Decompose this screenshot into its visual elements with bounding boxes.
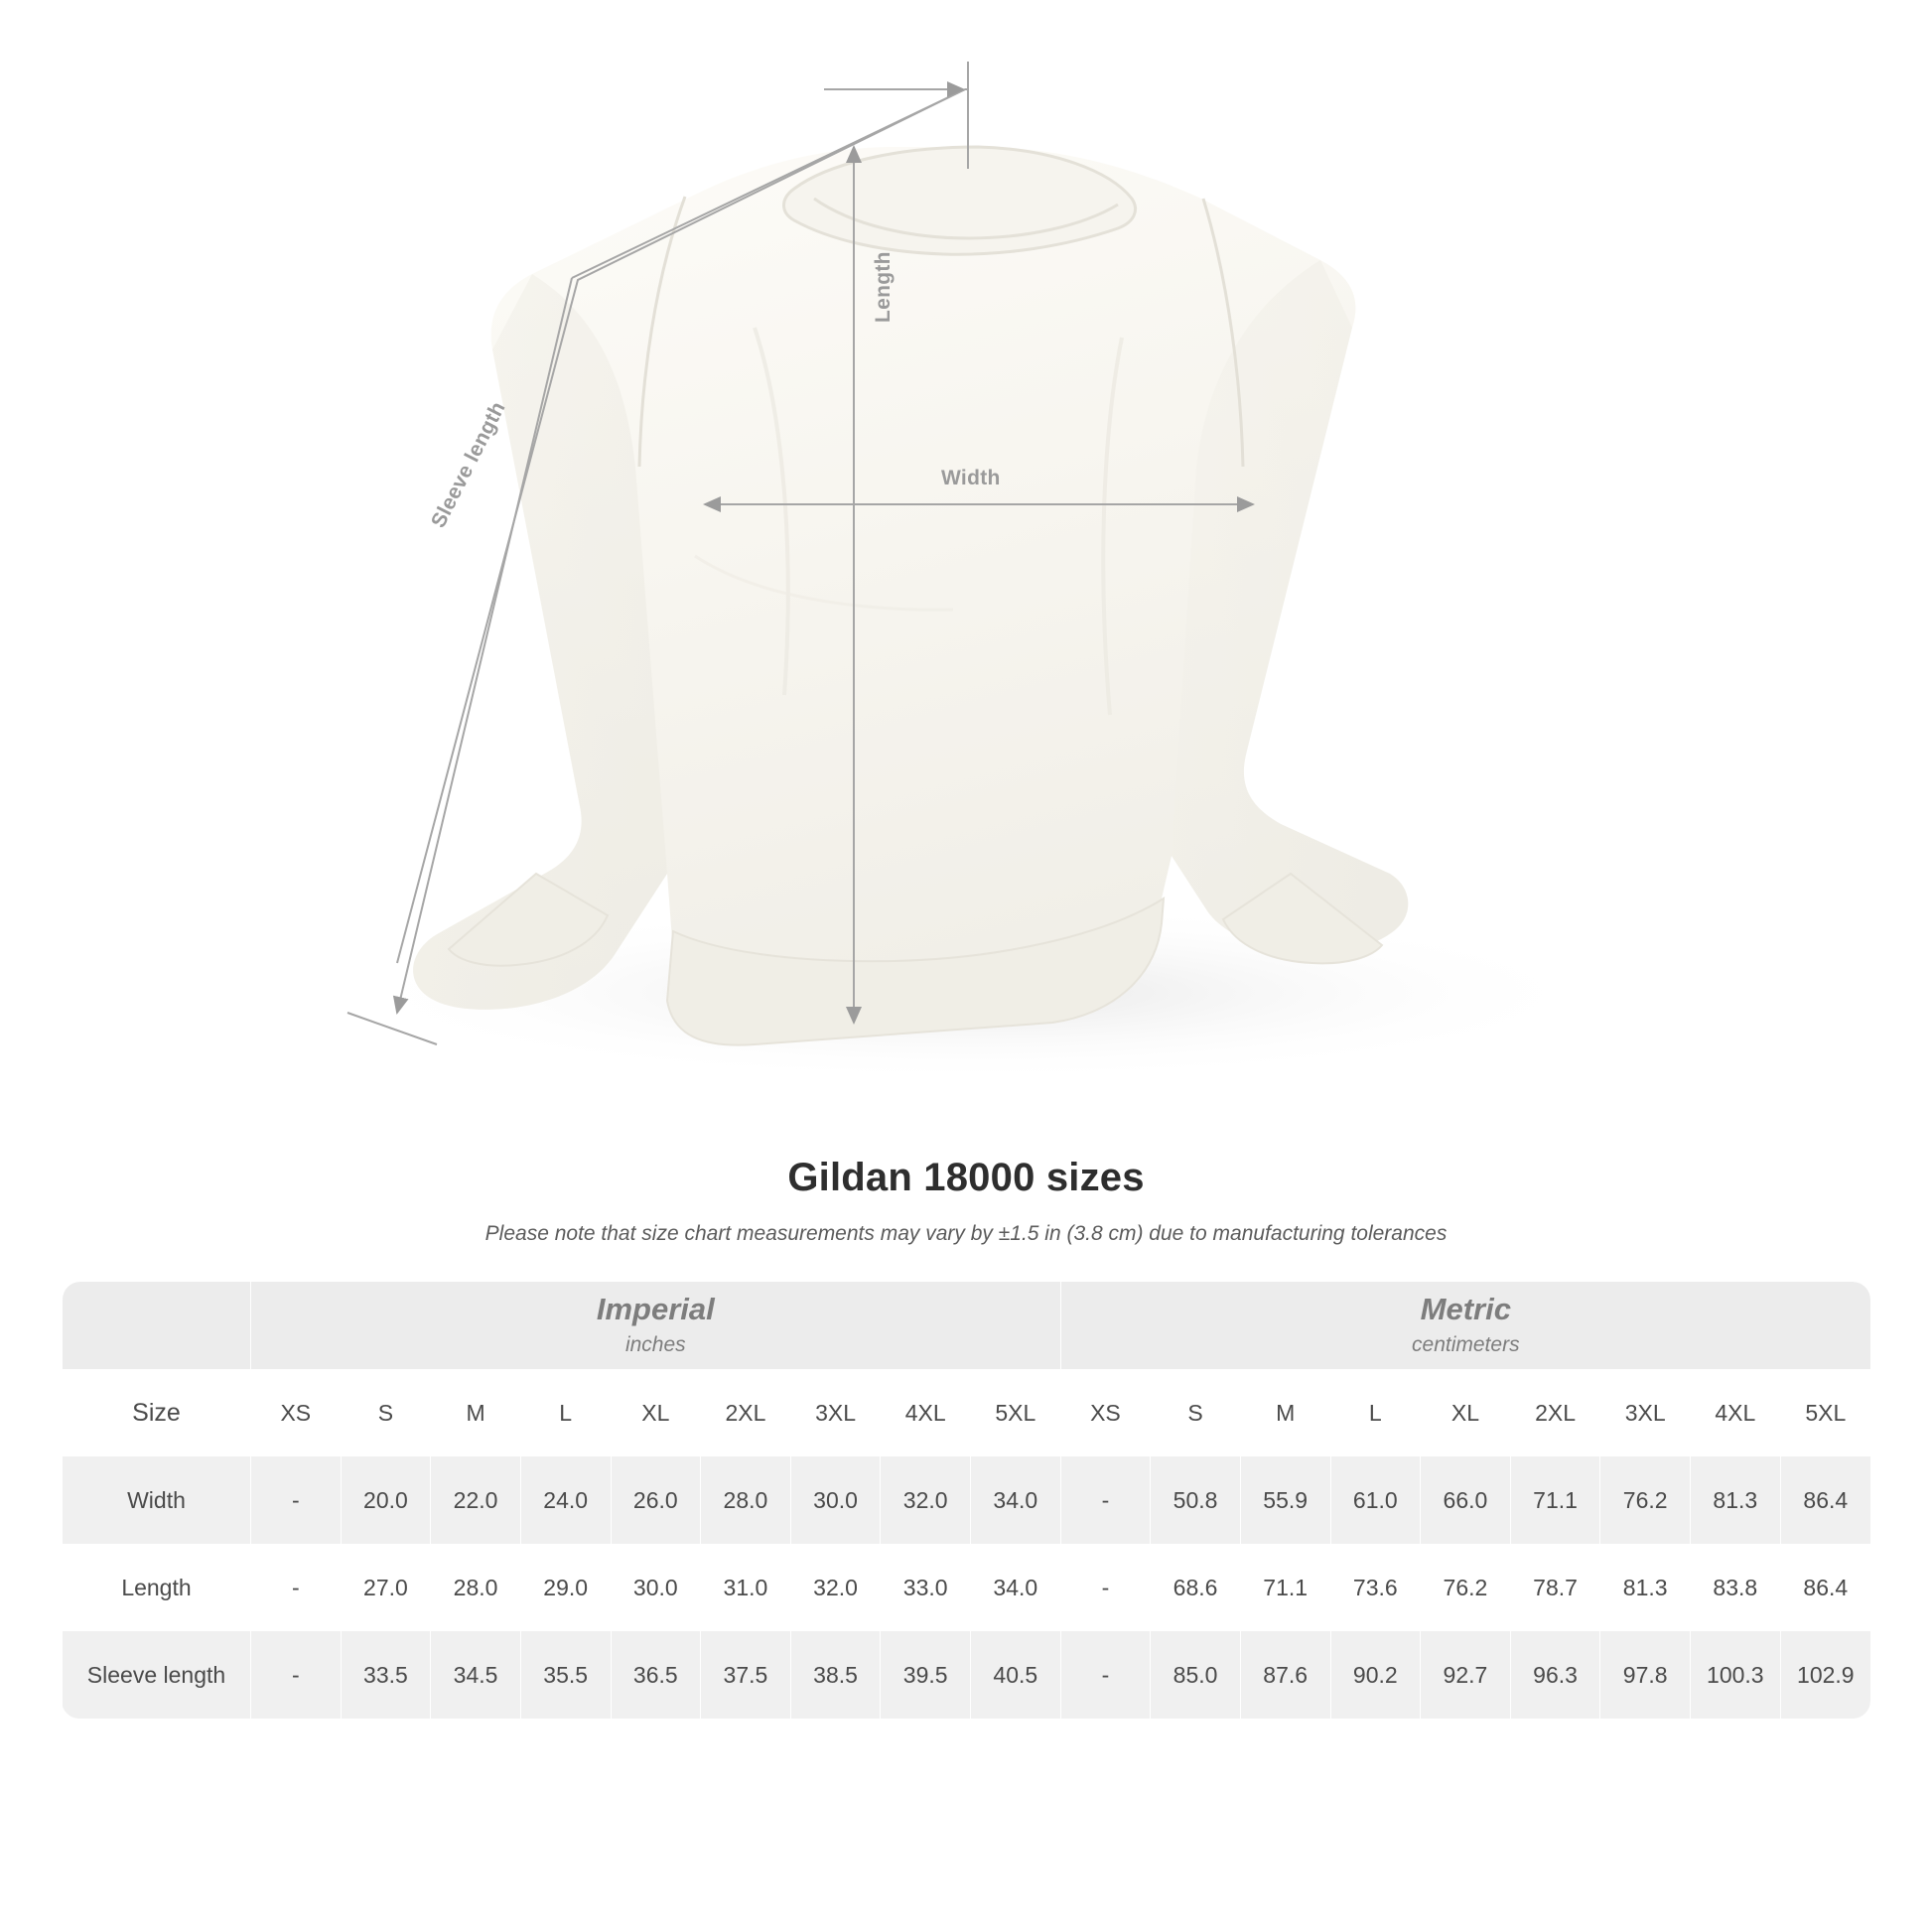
cell-length-imperial-2xl: 31.0	[701, 1544, 791, 1631]
cell-length-metric-m: 71.1	[1240, 1544, 1330, 1631]
size-col-imperial-l: L	[520, 1369, 611, 1456]
length-label: Length	[872, 251, 895, 323]
cell-width-metric-l: 61.0	[1330, 1456, 1421, 1544]
cell-sleeve-imperial-l: 35.5	[520, 1631, 611, 1719]
cell-length-metric-4xl: 83.8	[1691, 1544, 1781, 1631]
size-col-imperial-xs: XS	[251, 1369, 342, 1456]
size-col-imperial-2xl: 2XL	[701, 1369, 791, 1456]
unit-header-row	[63, 1282, 1871, 1369]
cell-width-imperial-2xl: 28.0	[701, 1456, 791, 1544]
unit-header-blank	[63, 1282, 251, 1369]
cell-sleeve-metric-5xl: 102.9	[1780, 1631, 1870, 1719]
unit-imperial-name: Imperial	[596, 1291, 715, 1326]
cell-length-imperial-m: 28.0	[431, 1544, 521, 1631]
cell-width-metric-2xl: 71.1	[1510, 1456, 1600, 1544]
width-label: Width	[941, 467, 1001, 489]
cell-length-metric-2xl: 78.7	[1510, 1544, 1600, 1631]
cell-sleeve-metric-xs: -	[1060, 1631, 1151, 1719]
cell-length-metric-xs: -	[1060, 1544, 1151, 1631]
size-table	[62, 1282, 1870, 1719]
cell-width-metric-m: 55.9	[1240, 1456, 1330, 1544]
cell-sleeve-imperial-s: 33.5	[341, 1631, 431, 1719]
size-col-imperial-4xl: 4XL	[881, 1369, 971, 1456]
cell-sleeve-imperial-5xl: 40.5	[971, 1631, 1061, 1719]
size-col-imperial-3xl: 3XL	[790, 1369, 881, 1456]
size-col-metric-m: M	[1240, 1369, 1330, 1456]
cell-sleeve-metric-s: 85.0	[1151, 1631, 1241, 1719]
size-col-metric-4xl: 4XL	[1691, 1369, 1781, 1456]
cell-width-metric-xl: 66.0	[1421, 1456, 1511, 1544]
cell-length-metric-5xl: 86.4	[1780, 1544, 1870, 1631]
cell-length-metric-xl: 76.2	[1421, 1544, 1511, 1631]
cell-sleeve-imperial-4xl: 39.5	[881, 1631, 971, 1719]
cell-width-metric-s: 50.8	[1151, 1456, 1241, 1544]
cell-sleeve-imperial-xl: 36.5	[611, 1631, 701, 1719]
cell-width-imperial-m: 22.0	[431, 1456, 521, 1544]
table-row	[63, 1456, 1871, 1544]
cell-sleeve-metric-2xl: 96.3	[1510, 1631, 1600, 1719]
page-title: Gildan 18000 sizes	[787, 1156, 1145, 1199]
size-col-metric-l: L	[1330, 1369, 1421, 1456]
size-col-imperial-xl: XL	[611, 1369, 701, 1456]
title-block	[0, 1156, 1932, 1246]
size-col-metric-3xl: 3XL	[1600, 1369, 1691, 1456]
size-col-metric-xs: XS	[1060, 1369, 1151, 1456]
size-header-label: Size	[63, 1369, 251, 1456]
cell-width-imperial-3xl: 30.0	[790, 1456, 881, 1544]
size-col-imperial-m: M	[431, 1369, 521, 1456]
cell-width-metric-5xl: 86.4	[1780, 1456, 1870, 1544]
size-col-metric-xl: XL	[1421, 1369, 1511, 1456]
unit-metric-name: Metric	[1420, 1291, 1511, 1326]
row-label-width: Width	[63, 1456, 251, 1544]
cell-sleeve-metric-3xl: 97.8	[1600, 1631, 1691, 1719]
row-label-sleeve-length: Sleeve length	[63, 1631, 251, 1719]
cell-width-imperial-5xl: 34.0	[971, 1456, 1061, 1544]
unit-imperial	[251, 1282, 1061, 1369]
size-header-row	[63, 1369, 1871, 1456]
sleeve-length-label: Sleeve length	[427, 397, 510, 532]
cell-length-metric-l: 73.6	[1330, 1544, 1421, 1631]
unit-metric	[1060, 1282, 1870, 1369]
cell-length-imperial-xs: -	[251, 1544, 342, 1631]
cell-sleeve-imperial-3xl: 38.5	[790, 1631, 881, 1719]
cell-width-imperial-xs: -	[251, 1456, 342, 1544]
size-col-imperial-5xl: 5XL	[971, 1369, 1061, 1456]
cell-length-metric-3xl: 81.3	[1600, 1544, 1691, 1631]
table-row	[63, 1631, 1871, 1719]
size-table-wrapper	[62, 1282, 1870, 1719]
cell-width-imperial-4xl: 32.0	[881, 1456, 971, 1544]
cell-width-imperial-l: 24.0	[520, 1456, 611, 1544]
cell-length-imperial-5xl: 34.0	[971, 1544, 1061, 1631]
cell-sleeve-metric-4xl: 100.3	[1691, 1631, 1781, 1719]
cell-width-imperial-xl: 26.0	[611, 1456, 701, 1544]
cell-width-metric-3xl: 76.2	[1600, 1456, 1691, 1544]
cell-length-imperial-s: 27.0	[341, 1544, 431, 1631]
cell-sleeve-imperial-2xl: 37.5	[701, 1631, 791, 1719]
cell-width-metric-4xl: 81.3	[1691, 1456, 1781, 1544]
tolerance-note: Please note that size chart measurements may vary by ±1.5 in (3.8 cm) due to manufacturing tolerances	[484, 1222, 1448, 1245]
cell-sleeve-metric-m: 87.6	[1240, 1631, 1330, 1719]
cell-sleeve-metric-l: 90.2	[1330, 1631, 1421, 1719]
size-col-metric-2xl: 2XL	[1510, 1369, 1600, 1456]
table-row	[63, 1544, 1871, 1631]
cell-sleeve-imperial-m: 34.5	[431, 1631, 521, 1719]
cell-length-metric-s: 68.6	[1151, 1544, 1241, 1631]
cell-sleeve-metric-xl: 92.7	[1421, 1631, 1511, 1719]
size-col-metric-5xl: 5XL	[1780, 1369, 1870, 1456]
cell-length-imperial-4xl: 33.0	[881, 1544, 971, 1631]
cell-length-imperial-3xl: 32.0	[790, 1544, 881, 1631]
unit-imperial-sub: inches	[624, 1332, 686, 1356]
cell-length-imperial-l: 29.0	[520, 1544, 611, 1631]
cell-length-imperial-xl: 30.0	[611, 1544, 701, 1631]
cell-width-imperial-s: 20.0	[341, 1456, 431, 1544]
unit-metric-sub: centimeters	[1412, 1332, 1520, 1356]
cell-width-metric-xs: -	[1060, 1456, 1151, 1544]
cell-sleeve-imperial-xs: -	[251, 1631, 342, 1719]
row-label-length: Length	[63, 1544, 251, 1631]
size-col-metric-s: S	[1151, 1369, 1241, 1456]
size-col-imperial-s: S	[341, 1369, 431, 1456]
